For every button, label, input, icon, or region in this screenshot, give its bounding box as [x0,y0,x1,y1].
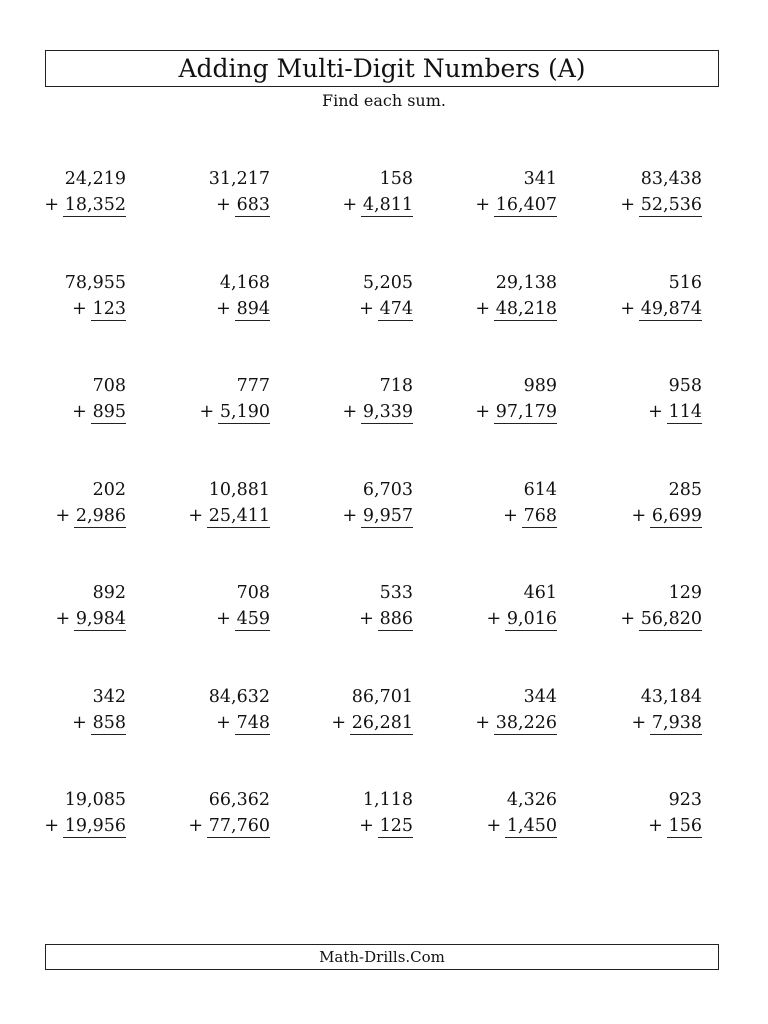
problem-row [0,270,768,374]
problem-row [0,684,768,788]
plus-operator: + [72,712,87,733]
addition-problem [612,270,702,322]
addition-problem [612,477,702,529]
addend-bottom-line [323,296,413,322]
addend-top: 31,217 [208,169,270,189]
addend-bottom-line [323,606,413,632]
plus-operator: + [486,609,502,629]
plus-operator: + [503,505,518,526]
addend-top: 923 [668,790,702,810]
addend-bottom: 1,450 [506,816,557,836]
addition-problem [323,580,413,632]
addend-bottom-line [180,710,270,736]
addend-bottom: 16,407 [495,195,557,215]
addend-bottom: 38,226 [495,712,557,733]
addend-top: 708 [92,376,126,396]
addend-top: 1,118 [362,790,413,810]
addend-bottom-line [612,813,702,839]
plus-operator: + [55,505,71,526]
addition-problem [467,787,557,839]
addend-bottom: 886 [379,609,413,629]
addend-bottom-line [180,192,270,218]
addition-problem [467,580,557,632]
plus-operator: + [359,816,374,836]
addend-bottom-line [180,813,270,839]
addition-problem [323,684,413,736]
addend-bottom-line [36,606,126,632]
addend-top: 614 [523,479,557,500]
addition-problem [323,166,413,218]
problem-row [0,373,768,477]
addend-bottom: 894 [236,298,270,319]
plus-operator: + [648,816,663,836]
addend-bottom-line [323,192,413,218]
addition-problem [467,684,557,736]
addend-bottom-line [612,399,702,425]
addition-problem [323,477,413,529]
addend-bottom-line [612,192,702,218]
addend-bottom: 56,820 [640,609,702,629]
addend-bottom: 748 [236,712,270,733]
plus-operator: + [475,402,491,422]
addend-top: 86,701 [351,686,413,707]
addend-top: 958 [668,376,702,396]
addend-bottom: 97,179 [495,402,557,422]
addend-top: 129 [668,583,702,603]
addend-bottom-line [323,399,413,425]
addend-bottom-line [323,710,413,736]
addend-bottom: 123 [92,298,126,319]
addition-problem [180,270,270,322]
addend-bottom-line [36,192,126,218]
addend-bottom-line [467,296,557,322]
plus-operator: + [216,298,231,319]
problem-row [0,477,768,581]
addend-bottom-line [36,399,126,425]
addend-top: 10,881 [208,479,270,500]
addend-bottom: 18,352 [64,195,126,215]
problem-row [0,166,768,270]
addend-bottom-line [36,813,126,839]
plus-operator: + [620,298,636,319]
addition-problem [180,580,270,632]
addend-top: 29,138 [495,272,557,293]
addend-top: 285 [668,479,702,500]
addend-bottom: 459 [236,609,270,629]
worksheet-instructions: Find each sum. [322,91,446,110]
addition-problem [323,270,413,322]
addend-bottom-line [180,296,270,322]
addend-top: 6,703 [362,479,413,500]
addend-top: 892 [92,583,126,603]
addend-bottom: 114 [668,402,702,422]
addend-top: 24,219 [64,169,126,189]
addend-top: 989 [523,376,557,396]
addend-bottom: 2,986 [75,505,126,526]
addend-top: 777 [236,376,270,396]
plus-operator: + [44,816,60,836]
problem-row [0,787,768,891]
plus-operator: + [216,609,231,629]
addend-bottom-line [467,606,557,632]
addend-top: 344 [523,686,557,707]
addition-problem [36,787,126,839]
addend-top: 708 [236,583,270,603]
addend-bottom-line [467,710,557,736]
addend-bottom-line [467,192,557,218]
plus-operator: + [331,712,347,733]
addend-bottom: 25,411 [208,505,270,526]
addend-bottom: 768 [523,505,557,526]
addend-top: 43,184 [640,686,702,707]
addend-top: 533 [379,583,413,603]
addend-bottom: 26,281 [351,712,413,733]
plus-operator: + [72,402,87,422]
addend-top: 202 [92,479,126,500]
addition-problem [467,373,557,425]
plus-operator: + [359,298,374,319]
problem-grid [0,166,768,891]
plus-operator: + [475,298,491,319]
addend-bottom: 683 [236,195,270,215]
plus-operator: + [55,609,71,629]
addition-problem [180,477,270,529]
addition-problem [467,477,557,529]
addend-bottom-line [612,503,702,529]
addend-top: 158 [379,169,413,189]
addition-problem [180,166,270,218]
addition-problem [612,787,702,839]
addend-bottom: 48,218 [495,298,557,319]
addition-problem [180,684,270,736]
addition-problem [612,373,702,425]
plus-operator: + [216,712,231,733]
addend-top: 5,205 [362,272,413,293]
plus-operator: + [342,195,358,215]
plus-operator: + [475,712,491,733]
plus-operator: + [342,402,358,422]
addend-bottom-line [612,606,702,632]
addend-bottom: 125 [379,816,413,836]
problem-row [0,580,768,684]
plus-operator: + [188,816,204,836]
plus-operator: + [72,298,87,319]
plus-operator: + [342,505,358,526]
addend-bottom-line [180,399,270,425]
addend-bottom: 52,536 [640,195,702,215]
addend-top: 342 [92,686,126,707]
plus-operator: + [44,195,60,215]
addend-bottom: 19,956 [64,816,126,836]
addend-bottom-line [36,710,126,736]
addend-top: 516 [668,272,702,293]
plus-operator: + [631,505,647,526]
addend-bottom: 6,699 [651,505,702,526]
addend-top: 84,632 [208,686,270,707]
addend-bottom-line [612,296,702,322]
addend-bottom: 156 [668,816,702,836]
addition-problem [36,580,126,632]
plus-operator: + [631,712,647,733]
addition-problem [323,373,413,425]
addend-bottom: 9,339 [362,402,413,422]
addend-top: 66,362 [208,790,270,810]
plus-operator: + [620,195,636,215]
addend-bottom: 858 [92,712,126,733]
addend-bottom-line [467,503,557,529]
addition-problem [36,477,126,529]
addition-problem [612,166,702,218]
addition-problem [36,373,126,425]
addend-bottom-line [323,813,413,839]
addend-bottom: 895 [92,402,126,422]
plus-operator: + [486,816,502,836]
addend-bottom: 49,874 [640,298,702,319]
addend-bottom-line [180,606,270,632]
addend-top: 4,326 [506,790,557,810]
addend-bottom-line [467,813,557,839]
addition-problem [36,270,126,322]
addition-problem [180,787,270,839]
addition-problem [612,684,702,736]
addend-top: 341 [523,169,557,189]
addend-bottom: 9,016 [506,609,557,629]
addition-problem [467,270,557,322]
addend-top: 461 [523,583,557,603]
addend-bottom-line [612,710,702,736]
addend-bottom-line [180,503,270,529]
addition-problem [612,580,702,632]
site-footer: Math-Drills.Com [45,944,719,970]
addend-bottom: 9,984 [75,609,126,629]
plus-operator: + [199,402,215,422]
addend-bottom-line [36,296,126,322]
addend-bottom: 5,190 [219,402,270,422]
addition-problem [323,787,413,839]
plus-operator: + [188,505,204,526]
addition-problem [36,166,126,218]
addend-bottom: 474 [379,298,413,319]
addend-top: 83,438 [640,169,702,189]
plus-operator: + [359,609,374,629]
addend-bottom: 7,938 [651,712,702,733]
addend-top: 4,168 [219,272,270,293]
addend-bottom: 9,957 [362,505,413,526]
addend-top: 78,955 [64,272,126,293]
addend-bottom: 4,811 [362,195,413,215]
plus-operator: + [216,195,231,215]
addition-problem [467,166,557,218]
addition-problem [180,373,270,425]
addend-bottom-line [467,399,557,425]
plus-operator: + [620,609,636,629]
plus-operator: + [648,402,663,422]
plus-operator: + [475,195,491,215]
addend-bottom-line [36,503,126,529]
addition-problem [36,684,126,736]
worksheet-title: Adding Multi-Digit Numbers (A) [45,50,719,87]
addend-top: 718 [379,376,413,396]
addend-bottom-line [323,503,413,529]
addend-top: 19,085 [64,790,126,810]
addend-bottom: 77,760 [208,816,270,836]
